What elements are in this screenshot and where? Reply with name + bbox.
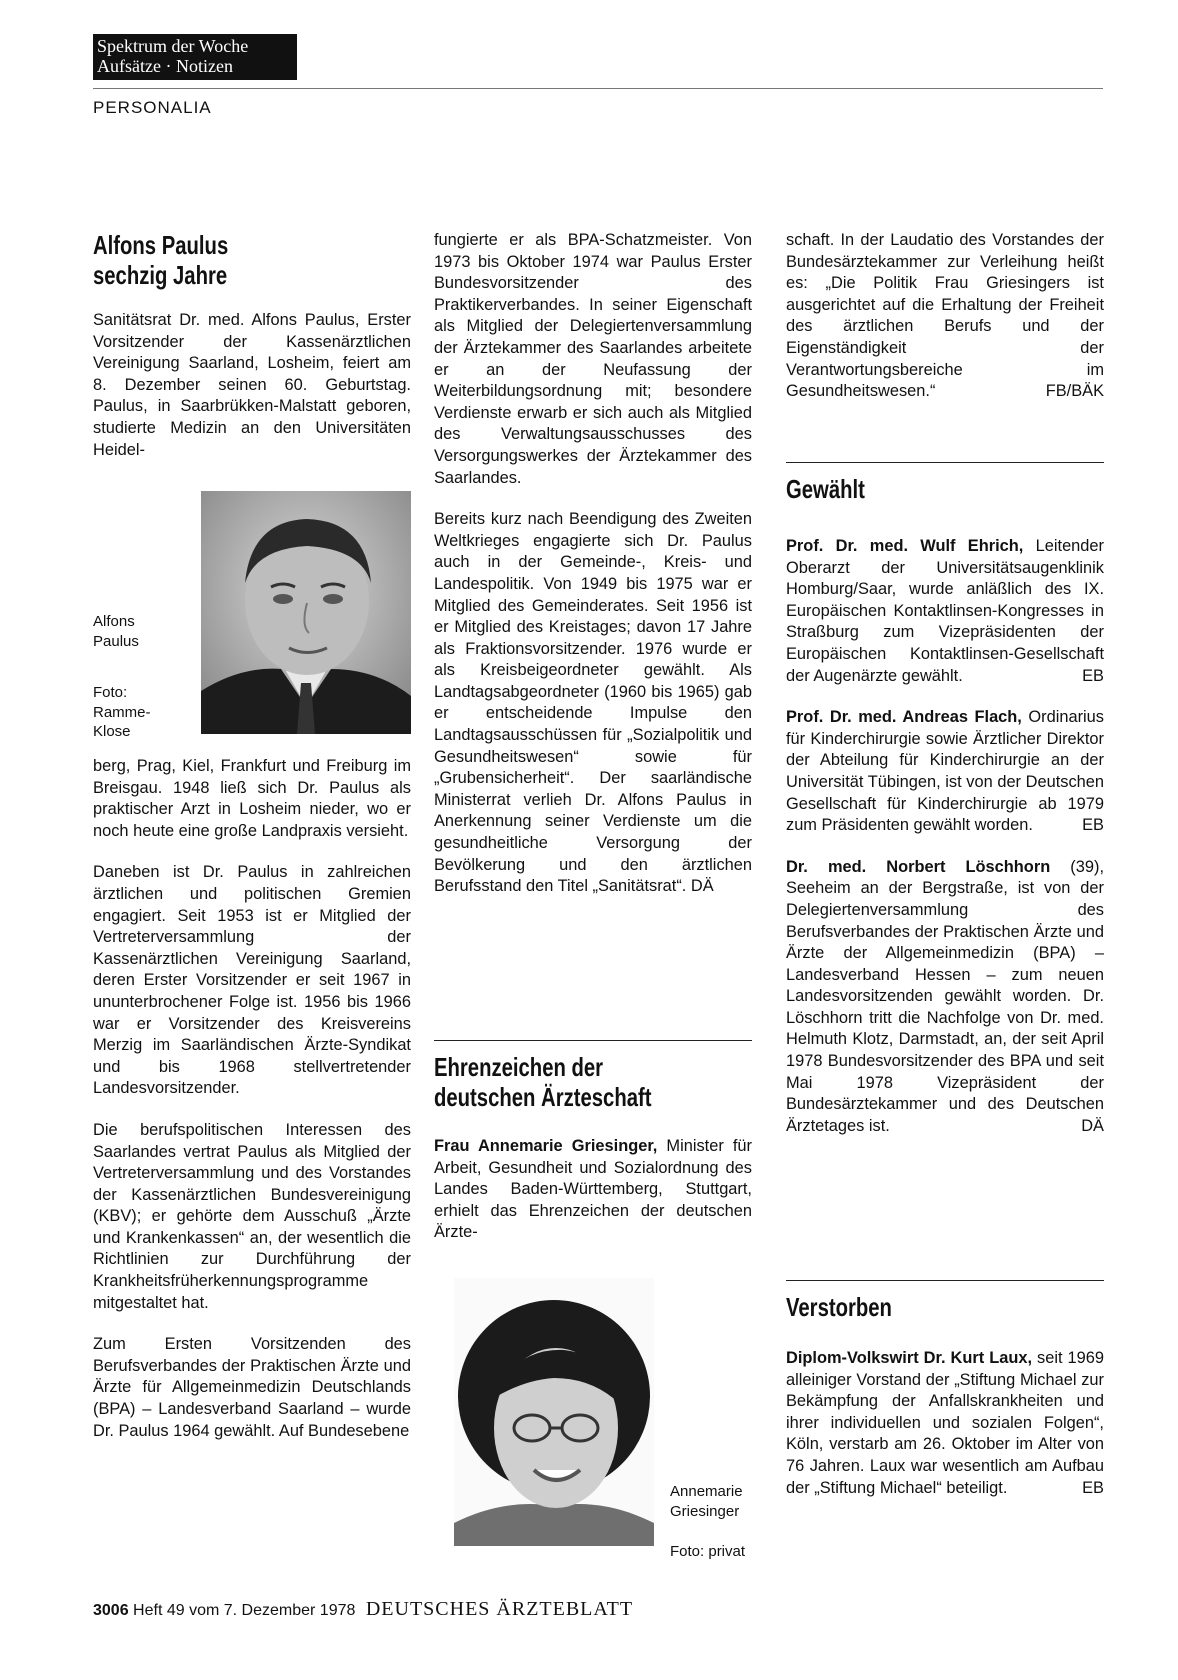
- masthead-line2: Aufsätze · Notizen: [97, 56, 233, 76]
- entry-name: Prof. Dr. med. Andreas Flach,: [786, 708, 1022, 727]
- entry-text: (39), Seeheim an der Bergstraße, ist von der Delegiertenversammlung des Berufsverbandes der Praktischen Ärzte und Ärzte der Allgemeinmedizin (BPA) – Landesverband Hessen – zum neuen Landesvorsitzenden gewählt worden. Dr. Löschhorn tritt die Nachfolge von Dr. med. Helmuth Klotz, Darmstadt, an, der seit April 1978 Bundesvorsitzender des BPA und seit Mai 1978 Vizepräsident der Bundesärztekammer und des Deutschen Ärztetages ist.: [786, 857, 1104, 1135]
- entry-text: Leitender Oberarzt der Universitätsaugenklinik Homburg/Saar, wurde anläßlich des IX. Europäischen Kontaktlinsen-Kongresses in Straßburg zum Vizepräsidenten der Europäischen Kontaktlinsen-Gesellschaft der Augenärzte gewählt.: [786, 537, 1104, 685]
- entry-text: seit 1969 alleiniger Vorstand der „Stiftung Michael zur Bekämpfung der Anfallskrankheiten und ihrer individuellen und sozialen Folgen“, Köln, verstarb am 26. Oktober im Alter von 76 Jahren. Laux war wesentlich am Aufbau der „Stiftung Michael“ beteiligt.: [786, 1349, 1104, 1497]
- entry-text: Ordinarius für Kinderchirurgie sowie Ärztlicher Direktor der Abteilung für Kinderchirurgie an der Universität Tübingen, ist von der Deutschen Gesellschaft für Kinderchirurgie ab 1979 zum Präsidenten gewählt worden.: [786, 708, 1104, 835]
- article1-title-line2: sechzig Jahre: [93, 260, 228, 290]
- article2-top-rule: [434, 1040, 752, 1041]
- article1-signature: DÄ: [690, 877, 714, 896]
- entry-signature: EB: [1082, 1478, 1104, 1497]
- article4-title: Verstorben: [786, 1292, 892, 1322]
- article2-text: [434, 1136, 752, 1244]
- article1-column2: [434, 230, 752, 918]
- article1-paragraph4: Zum Ersten Vorsitzenden des Berufsverbandes der Praktischen Ärzte und Ärzte für Allgemeinmedizin Deutschlands (BPA) – Landesverband Saarland – wurde Dr. Paulus 1964 gewählt. Auf Bundesebene: [93, 1335, 411, 1440]
- masthead: [93, 34, 297, 80]
- page-footer: [93, 1598, 633, 1621]
- article4: [786, 1292, 1104, 1519]
- caption-line: Griesinger: [670, 1502, 740, 1520]
- article1-title-line1: Alfons Paulus: [93, 230, 229, 260]
- article4-entry: [786, 1348, 1104, 1499]
- portrait-alfons-paulus: [201, 491, 411, 734]
- entry-signature: DÄ: [1081, 1116, 1104, 1135]
- article1-paragraph2: Daneben ist Dr. Paulus in zahlreichen ärztlichen und politischen Gremien engagiert. Seit 1953 ist er Mitglied der Vertreterversammlung der Kassenärztlichen Vereinigung Saarland, deren Erster Vorsitzender er seit 1967 in ununterbrochener Folge ist. 1956 bis 1966 war er Vorsitzender des Kreisvereins Merzig im Saarländischen Ärzte-Syndikat und bis 1968 stellvertretender Landesvorsitzender.: [93, 863, 411, 1098]
- article1-column1-cont: [93, 756, 411, 1462]
- paragraph-text: schaft. In der Laudatio des Vorstandes der Bundesärztekammer zur Verleihung heißt es: „Die Politik Frau Griesingers ist ausgerichtet auf die Erhaltung der Freiheit des ärztlichen Berufs und der Eigenständigkeit der Verantwortungsbereiche im Gesundheitswesen.“: [786, 231, 1104, 401]
- caption-line: Alfons: [93, 613, 135, 630]
- article4-top-rule: [786, 1280, 1104, 1281]
- article3-top-rule: [786, 462, 1104, 463]
- article2-signature: FB/BÄK: [1045, 382, 1104, 401]
- article2-cont-text: [786, 230, 1104, 403]
- caption-line: Paulus: [93, 632, 139, 650]
- credit-line: Foto:: [93, 684, 128, 701]
- article1-paragraph3: Die berufspolitischen Interessen des Saarlandes vertrat Paulus als Mitglied der Vertreterversammlung und des Vorstandes der Kassenärztlichen Bundesvereinigung (KBV); er gehörte dem Ausschuß „Ärzte und Krankenkassen“ an, der wesentlich die Richtlinien zur Durchführung der Krankheitsfrüherkennungsprogramme mitgestaltet hat.: [93, 1120, 411, 1312]
- article2-title-line1: Ehrenzeichen der: [434, 1052, 604, 1082]
- article3-entry3: [786, 857, 1104, 1138]
- journal-name: DEUTSCHES ÄRZTEBLATT: [365, 1598, 634, 1620]
- article2-photo-caption: [670, 1482, 743, 1521]
- credit-line: Ramme-: [93, 703, 151, 721]
- article3-title: Gewählt: [786, 474, 865, 504]
- caption-line: Annemarie: [670, 1483, 743, 1500]
- article2-title-line2: deutschen Ärzteschaft: [434, 1082, 652, 1112]
- article2-continuation: [786, 230, 1104, 423]
- article1-paragraph6: [434, 509, 752, 898]
- article3-entry2: [786, 707, 1104, 837]
- entry-name: Diplom-Volkswirt Dr. Kurt Laux,: [786, 1349, 1033, 1367]
- article2: [434, 1052, 752, 1264]
- entry-signature: EB: [1082, 816, 1104, 835]
- entry-signature: EB: [1082, 666, 1104, 685]
- article1-paragraph1b: berg, Prag, Kiel, Frankfurt und Freiburg im Breisgau. 1948 ließ sich Dr. Paulus als praktischer Arzt in Losheim nieder, wo er noch heute eine große Landpraxis versieht.: [93, 757, 411, 840]
- entry-name: Prof. Dr. med. Wulf Ehrich,: [786, 537, 1024, 555]
- article3-entry1: [786, 536, 1104, 687]
- article1-paragraph1: Sanitätsrat Dr. med. Alfons Paulus, Erster Vorsitzender der Kassenärztlichen Vereinigung Saarland, Losheim, feiert am 8. Dezember seinen 60. Geburtstag. Paulus, in Saarbrükken-Malstatt geboren, studierte Medizin an den Universitäten Heidel-: [93, 311, 411, 459]
- entry-name: Dr. med. Norbert Löschhorn: [786, 857, 1051, 876]
- masthead-line1: Spektrum der Woche: [97, 36, 249, 56]
- portrait-annemarie-griesinger: [454, 1278, 654, 1546]
- section-label: PERSONALIA: [93, 98, 212, 117]
- article3: [786, 474, 1104, 1157]
- article2-body: Minister für Arbeit, Gesundheit und Sozialordnung des Landes Baden-Württemberg, Stuttgart, erhielt das Ehrenzeichen der deutschen Ärzte-: [434, 1137, 752, 1242]
- article1-photo-caption: [93, 612, 139, 651]
- page-number: 3006: [93, 1602, 129, 1619]
- paragraph-text: Bereits kurz nach Beendigung des Zweiten Weltkrieges engagierte sich Dr. Paulus auch in der Gemeinde-, Kreis- und Landespolitik. Von 1949 bis 1975 war er Mitglied des Gemeinderates. Seit 1956 ist er Mitglied des Kreistages; davon 17 Jahre als Fraktionsvorsitzender. 1976 wurde er als Kreisbeigeordneter gewählt. Als Landtagsabgeordneter (1960 bis 1965) gab er entscheidende Impulse den Landtagsausschüssen für „Sozialpolitik und Gesundheitswesen“ sowie für „Grubensicherheit“. Der saarländische Ministerrat verlieh Dr. Alfons Paulus in Anerkennung seiner Verdienste um die gesundheitliche Versorgung der Bevölkerung und den ärztlichen Berufsstand den Titel „Sanitätsrat“.: [434, 510, 752, 896]
- article1-photo-credit: [93, 683, 151, 742]
- issue-info: Heft 49 vom 7. Dezember 1978: [133, 1602, 356, 1619]
- article1-paragraph5: fungierte er als BPA-Schatzmeister. Von 1973 bis Oktober 1974 war Paulus Erster Bundesvorsitzender des Praktikerverbandes. In seiner Eigenschaft als Mitglied der Delegiertenversammlung der Ärztekammer des Saarlandes arbeitete er an der Neufassung der Weiterbildungsordnung mit; besondere Verdienste erwarb er sich auch als Mitglied des Verwaltungsausschusses des Versorgungswerkes der Ärztekammer des Saarlandes.: [434, 231, 752, 487]
- article1-column1: [93, 230, 411, 481]
- credit-line: Klose: [93, 723, 131, 740]
- top-rule: [93, 88, 1103, 89]
- article2-name: Frau Annemarie Griesinger,: [434, 1137, 658, 1155]
- article2-photo-credit: Foto: privat: [670, 1543, 746, 1560]
